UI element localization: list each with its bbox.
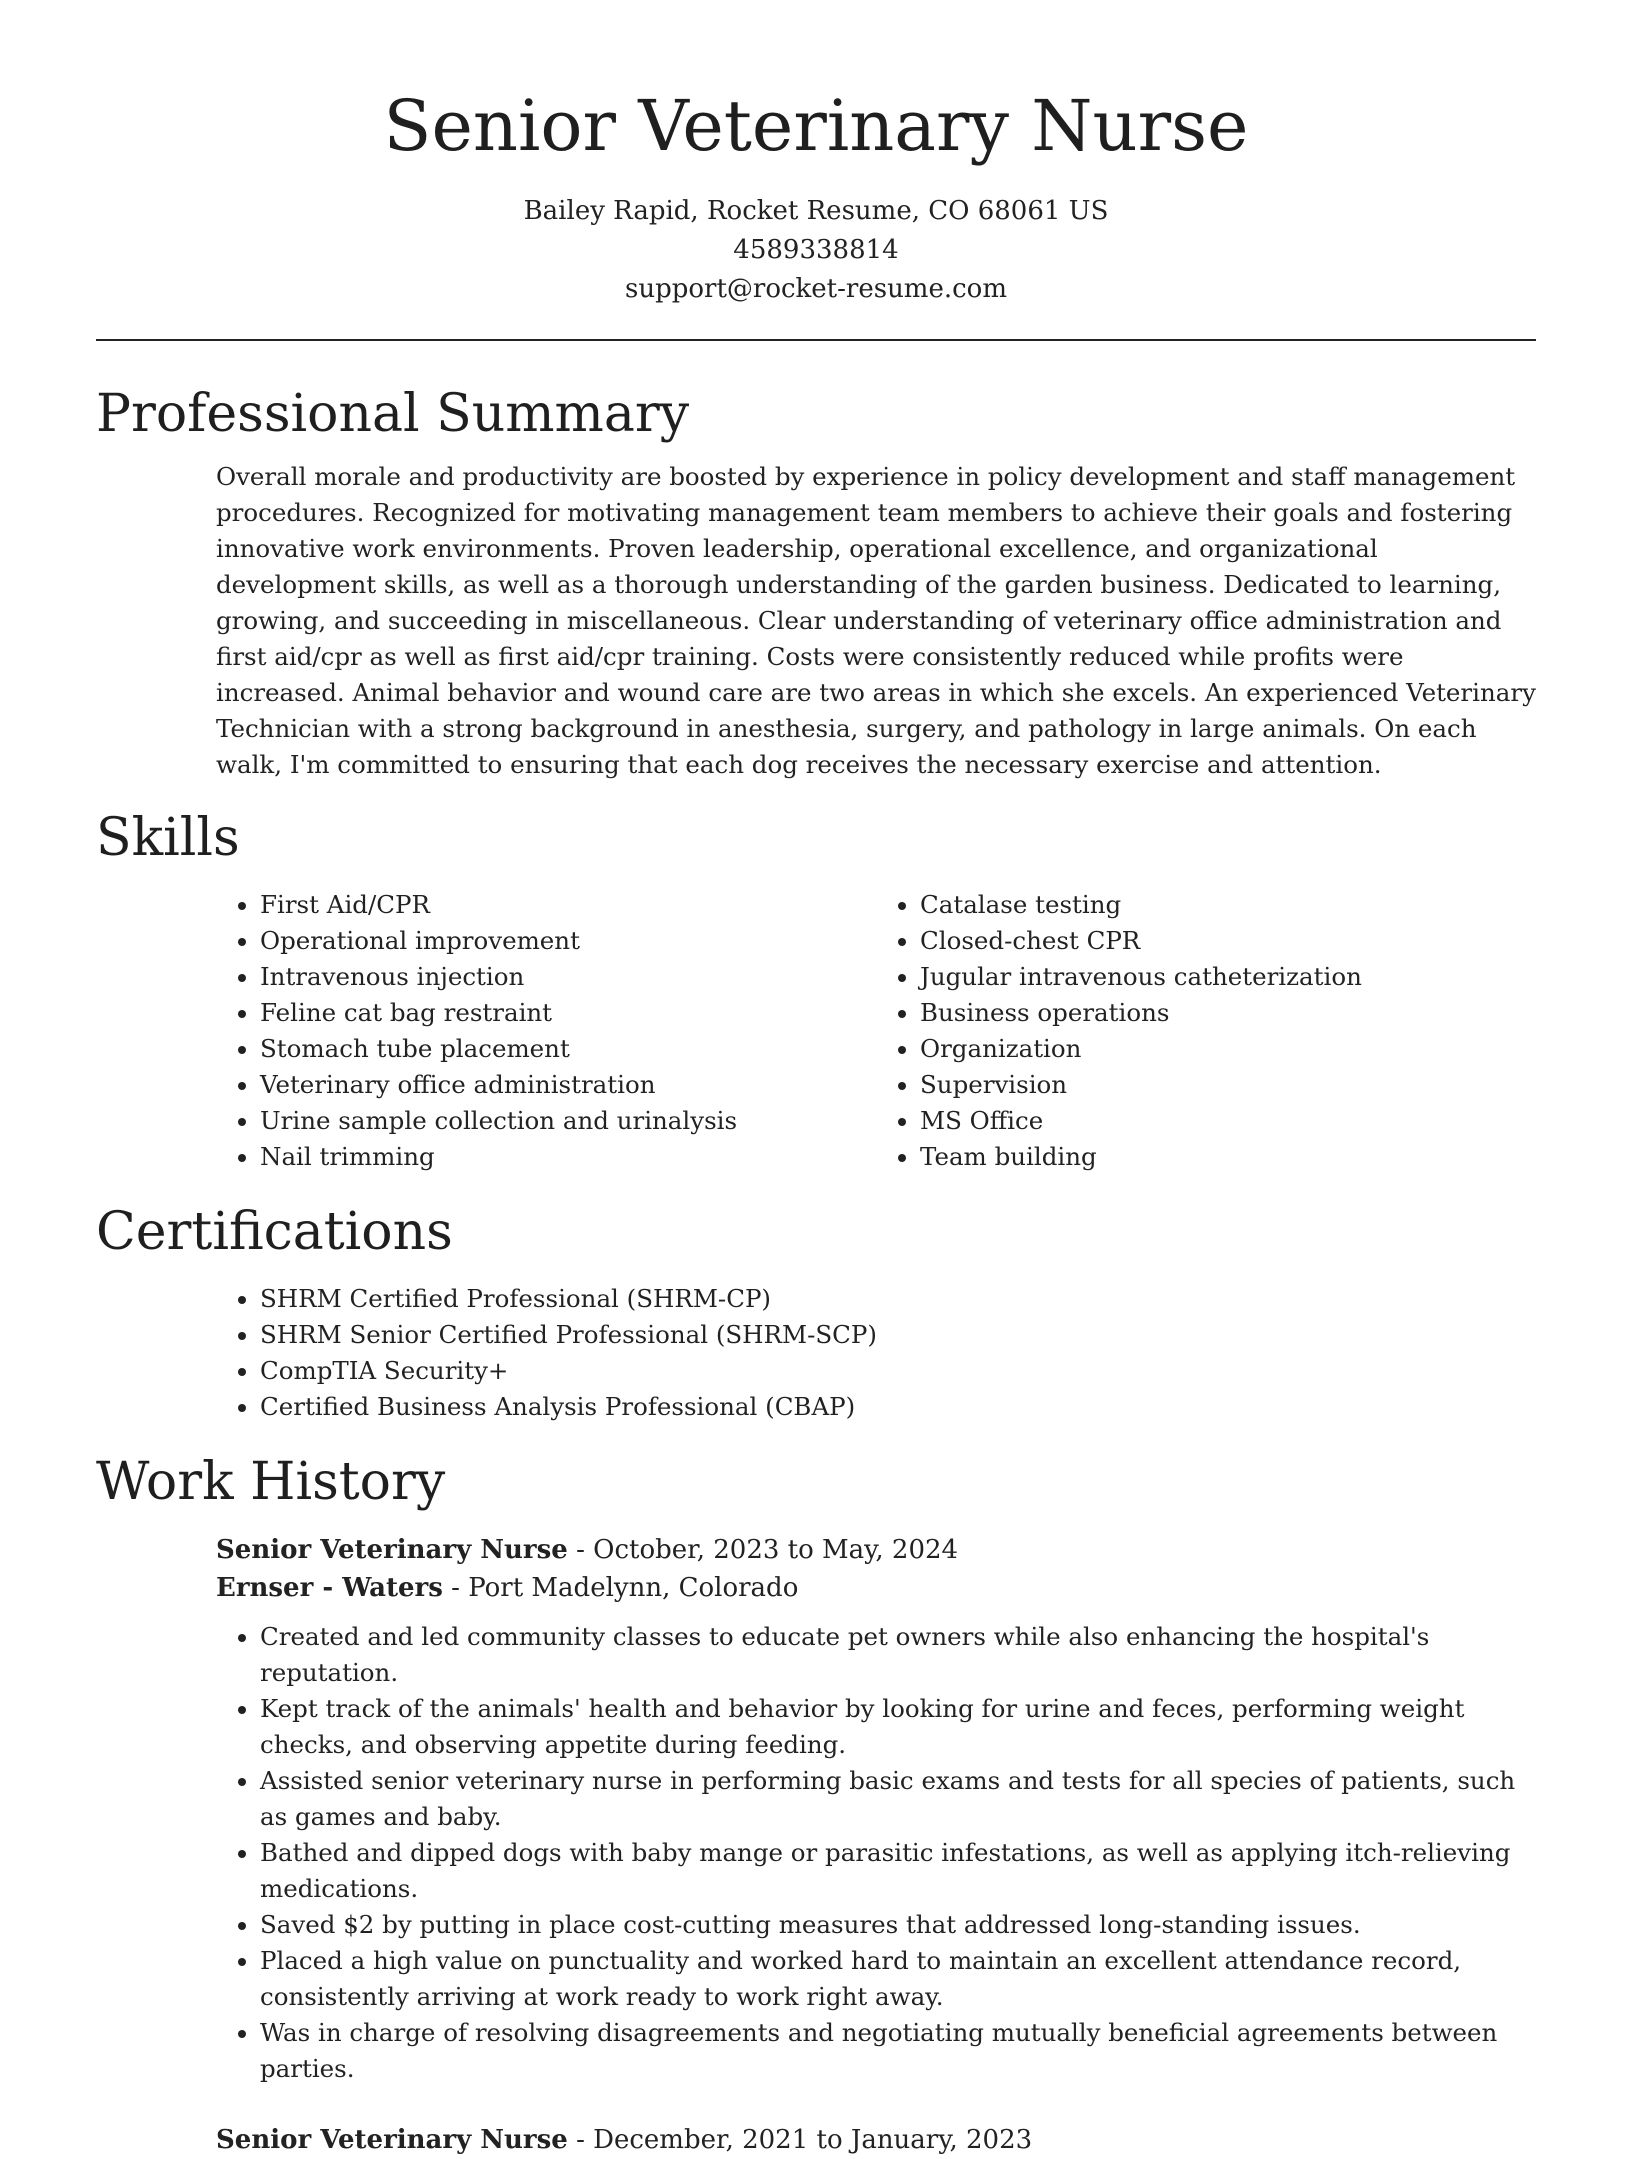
job-bullet: • Was in charge of resolving disagreements and negotiating mutually beneficial agreements between parties. bbox=[260, 2015, 1536, 2087]
job-dates: - December, 2021 to January, 2023 bbox=[567, 2125, 1033, 2155]
job-header bbox=[216, 2121, 1536, 2159]
job-bullets bbox=[216, 1619, 1536, 2087]
job-company: Ernser - Waters bbox=[216, 1573, 443, 1603]
skills-list bbox=[216, 887, 1536, 1175]
certifications-list bbox=[216, 1281, 1536, 1425]
job-bullet: • Kept track of the animals' health and behavior by looking for urine and feces, performing weight checks, and observing appetite during feeding. bbox=[260, 1691, 1536, 1763]
skill-item: • Closed-chest CPR bbox=[920, 923, 1536, 959]
skill-item: • Supervision bbox=[920, 1067, 1536, 1103]
certification-item: • SHRM Senior Certified Professional (SHRM-SCP) bbox=[260, 1317, 1536, 1353]
certifications-bullets bbox=[216, 1281, 1536, 1425]
skill-item: • Feline cat bag restraint bbox=[260, 995, 876, 1031]
resume-name: Senior Veterinary Nurse bbox=[383, 85, 1249, 167]
section-title-certifications: Certifications bbox=[96, 1202, 453, 1262]
skill-item: • Nail trimming bbox=[260, 1139, 876, 1175]
skill-item: • Stomach tube placement bbox=[260, 1031, 876, 1067]
skill-item: • Business operations bbox=[920, 995, 1536, 1031]
skill-item: • Catalase testing bbox=[920, 887, 1536, 923]
job-title: Senior Veterinary Nurse bbox=[216, 1535, 568, 1565]
skill-item: • First Aid/CPR bbox=[260, 887, 876, 923]
section-title-summary: Professional Summary bbox=[96, 384, 690, 444]
job-bullet: • Bathed and dipped dogs with baby mange or parasitic infestations, as well as applying itch-relieving medications. bbox=[260, 1835, 1536, 1907]
job-title: Senior Veterinary Nurse bbox=[216, 2125, 568, 2155]
skills-column-left bbox=[216, 887, 876, 1175]
skill-item: • MS Office bbox=[920, 1103, 1536, 1139]
skill-item: • Team building bbox=[920, 1139, 1536, 1175]
skill-item: • Organization bbox=[920, 1031, 1536, 1067]
certification-item: • CompTIA Security+ bbox=[260, 1353, 1536, 1389]
header-divider bbox=[96, 339, 1536, 341]
summary-text: Overall morale and productivity are boosted by experience in policy development and staff management procedures. Recognized for motivating management team members to achieve their goals and fostering innovative work environments. Proven leadership, operational excellence, and organizational development skills, as well as a thorough understanding of the garden business. Dedicated to learning, growing, and succeeding in miscellaneous. Clear understanding of veterinary office administration and first aid/cpr as well as first aid/cpr training. Costs were consistently reduced while profits were increased. Animal behavior and wound care are two areas in which she excels. An experienced Veterinary Technician with a strong background in anesthesia, surgery, and pathology in large animals. On each walk, I'm committed to ensuring that each dog receives the necessary exercise and attention. bbox=[216, 462, 1536, 779]
certification-item: • Certified Business Analysis Professional (CBAP) bbox=[260, 1389, 1536, 1425]
skill-item: • Jugular intravenous catheterization bbox=[920, 959, 1536, 995]
contact-info bbox=[0, 192, 1632, 309]
certification-item: • SHRM Certified Professional (SHRM-CP) bbox=[260, 1281, 1536, 1317]
job-company-line bbox=[216, 1569, 1536, 1607]
skills-column-right bbox=[876, 887, 1536, 1175]
resume-header bbox=[0, 0, 1632, 309]
job-bullet: • Saved $2 by putting in place cost-cutting measures that addressed long-standing issues. bbox=[260, 1907, 1536, 1943]
job-title-line bbox=[216, 1531, 1536, 1569]
job-dates: - October, 2023 to May, 2024 bbox=[567, 1535, 959, 1565]
job-location: - Port Madelynn, Colorado bbox=[442, 1573, 799, 1603]
job-bullet: • Placed a high value on punctuality and worked hard to maintain an excellent attendance record, consistently arriving at work ready to work right away. bbox=[260, 1943, 1536, 2015]
job-header bbox=[216, 1531, 1536, 1607]
job-bullet: • Assisted senior veterinary nurse in performing basic exams and tests for all species of patients, such as games and baby. bbox=[260, 1763, 1536, 1835]
skill-item: • Urine sample collection and urinalysis bbox=[260, 1103, 876, 1139]
skill-item: • Operational improvement bbox=[260, 923, 876, 959]
skill-item: • Veterinary office administration bbox=[260, 1067, 876, 1103]
contact-address: Bailey Rapid, Rocket Resume, CO 68061 US bbox=[523, 196, 1109, 226]
job-entry bbox=[216, 1531, 1536, 2159]
skill-item: • Intravenous injection bbox=[260, 959, 876, 995]
job-bullet: • Created and led community classes to educate pet owners while also enhancing the hospital's reputation. bbox=[260, 1619, 1536, 1691]
contact-email: support@rocket-resume.com bbox=[624, 274, 1007, 304]
job-title-line bbox=[216, 2121, 1536, 2159]
section-title-skills: Skills bbox=[96, 808, 240, 868]
section-title-work-history: Work History bbox=[96, 1452, 446, 1512]
contact-phone: 4589338814 bbox=[733, 235, 899, 265]
